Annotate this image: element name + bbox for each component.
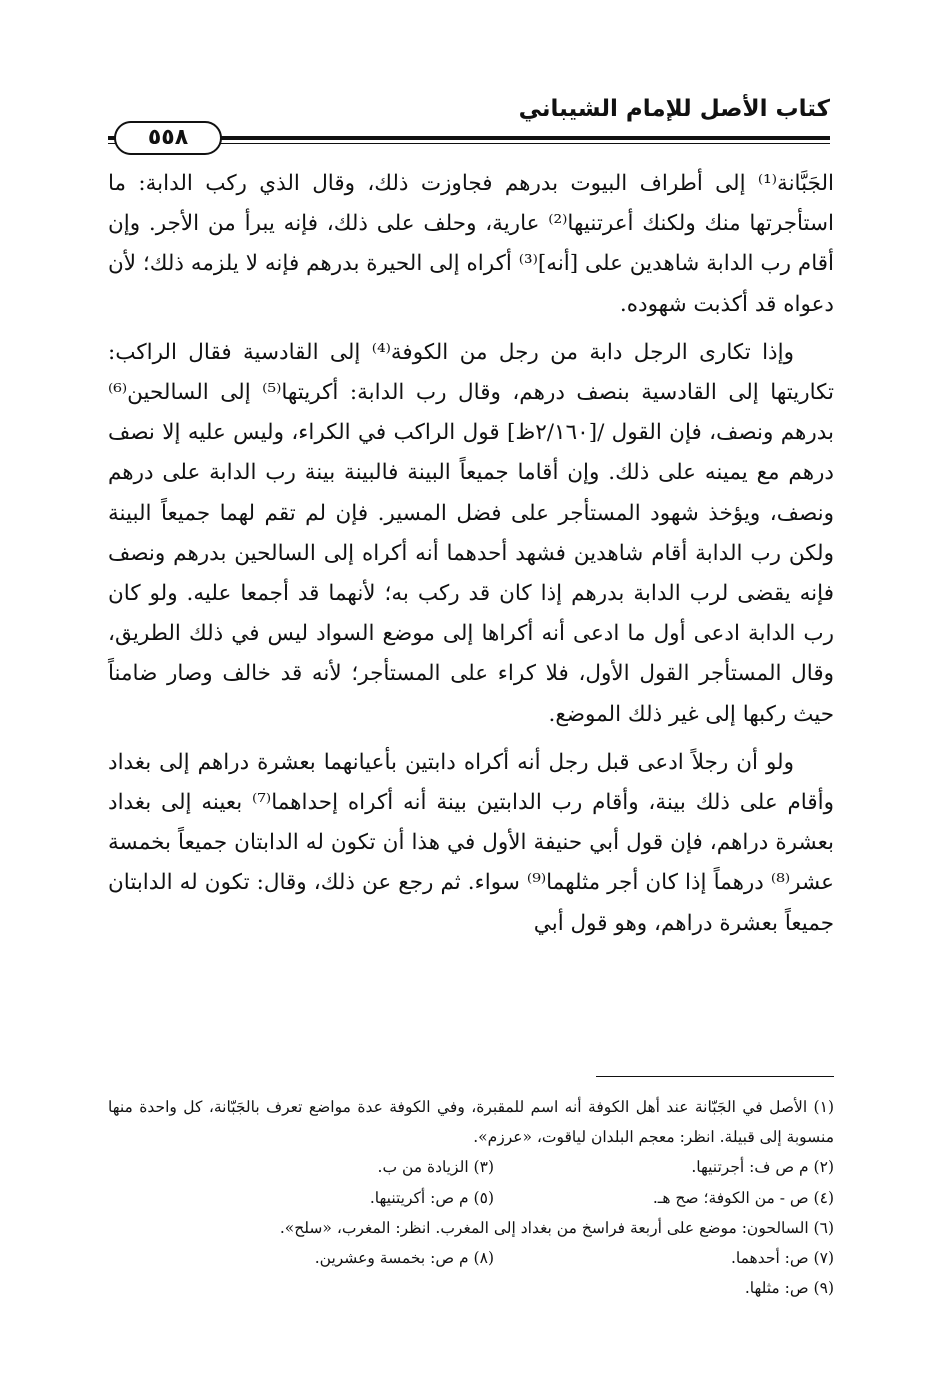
footnote-row-2-3	[108, 1152, 834, 1182]
page-number-badge	[114, 121, 222, 155]
footnotes	[108, 1092, 834, 1303]
footnote-row-9	[108, 1273, 834, 1303]
footnote-6: (٦) السالحون: موضع على أربعة فراسخ من بغداد إلى المغرب. انظر: المغرب، «سلح».	[279, 1218, 834, 1237]
paragraph-2: وإذا تكارى الرجل دابة من رجل من الكوفة⁽⁴⁾ إلى القادسية فقال الراكب: تكاريتها إلى القادسية بنصف درهم، وقال رب الدابة: أكريتها⁽⁵⁾ إلى السالحين⁽⁶⁾ بدرهم ونصف، فإن القول /[٢/١٦٠ظ] قول الراكب في الكراء، وليس عليه إلا نصف درهم مع يمينه على ذلك. وإن أقاما جميعاً البينة فالبينة بينة رب الدابة على درهم ونصف، ويؤخذ شهود المستأجر على فضل المسير. فإن لم تقم لهما جميعاً البينة ولكن رب الدابة أقام شاهدين فشهد أحدهما أنه أكراه إلى السالحين بدرهم ونصف فإنه يقضى لرب الدابة بدرهم إذا كان قد ركب به؛ لأنهما قد أجمعا عليه. ولو كان رب الدابة ادعى أول ما ادعى أنه أكراها إلى موضع السواد ليس في ذلك الطريق، وقال المستأجر القول الأول، فلا كراء على المستأجر؛ لأنه قد خالف وصار ضامناً حيث ركبها إلى غير ذلك الموضع.	[108, 339, 834, 727]
footnote-separator	[596, 1076, 834, 1077]
footnote-row-7-8	[108, 1243, 834, 1273]
page-number: ٥٥٨	[147, 125, 189, 150]
paragraph-3: ولو أن رجلاً ادعى قبل رجل أنه أكراه دابتين بأعيانهما بعشرة دراهم إلى بغداد وأقام على ذلك بينة، وأقام رب الدابتين بينة أنه أكراه إحداهما⁽⁷⁾ بعينه إلى بغداد بعشرة دراهم، فإن قول أبي حنيفة الأول في هذا أن تكون له الدابتان جميعاً بخمسة عشر⁽⁸⁾ درهماً إذا كان أجر مثلهما⁽⁹⁾ سواء. ثم رجع عن ذلك، وقال: تكون له الدابتان جميعاً بعشرة دراهم، وهو قول أبي	[108, 749, 834, 936]
main-text	[108, 164, 834, 944]
page-header	[108, 92, 830, 162]
book-title: كتاب الأصل للإمام الشيباني	[518, 96, 830, 122]
footnote-row-4-5	[108, 1183, 834, 1213]
footnote-9: (٩) ص: مثلها.	[744, 1279, 834, 1298]
paragraph-1: الجَبَّانة⁽¹⁾ إلى أطراف البيوت بدرهم فجاوزت ذلك، وقال الذي ركب الدابة: ما استأجرتها منك ولكنك أعرتنيها⁽²⁾ عارية، وحلف على ذلك، فإنه يبرأ من الأجر. وإن أقام رب الدابة شاهدين على [أنه]⁽³⁾ أكراه إلى الحيرة بدرهم فإنه لا يلزمه ذلك؛ لأن دعواه قد أكذبت شهوده.	[108, 171, 835, 317]
footnote-2: (٢) م ص ف: أجرتنيها.	[691, 1158, 834, 1177]
footnote-1: (١) الأصل في الجَبّانة عند أهل الكوفة أنه اسم للمقبرة، وفي الكوفة عدة مواضع تعرف بالجَبّانة، كل واحدة منها منسوبة إلى قبيلة. انظر: معجم البلدان لياقوت، «عرزم».	[108, 1098, 834, 1147]
footnote-8: (٨) م ص: بخمسة وعشرين.	[314, 1248, 494, 1267]
footnote-5: (٥) م ص: أكريتنيها.	[369, 1188, 494, 1207]
footnote-3: (٣) الزيادة من ب.	[377, 1158, 494, 1177]
footnote-row-6	[108, 1213, 834, 1243]
footnote-4: (٤) ص - من الكوفة؛ صح هـ.	[652, 1188, 834, 1207]
footnote-7: (٧) ص: أحدهما.	[730, 1248, 834, 1267]
